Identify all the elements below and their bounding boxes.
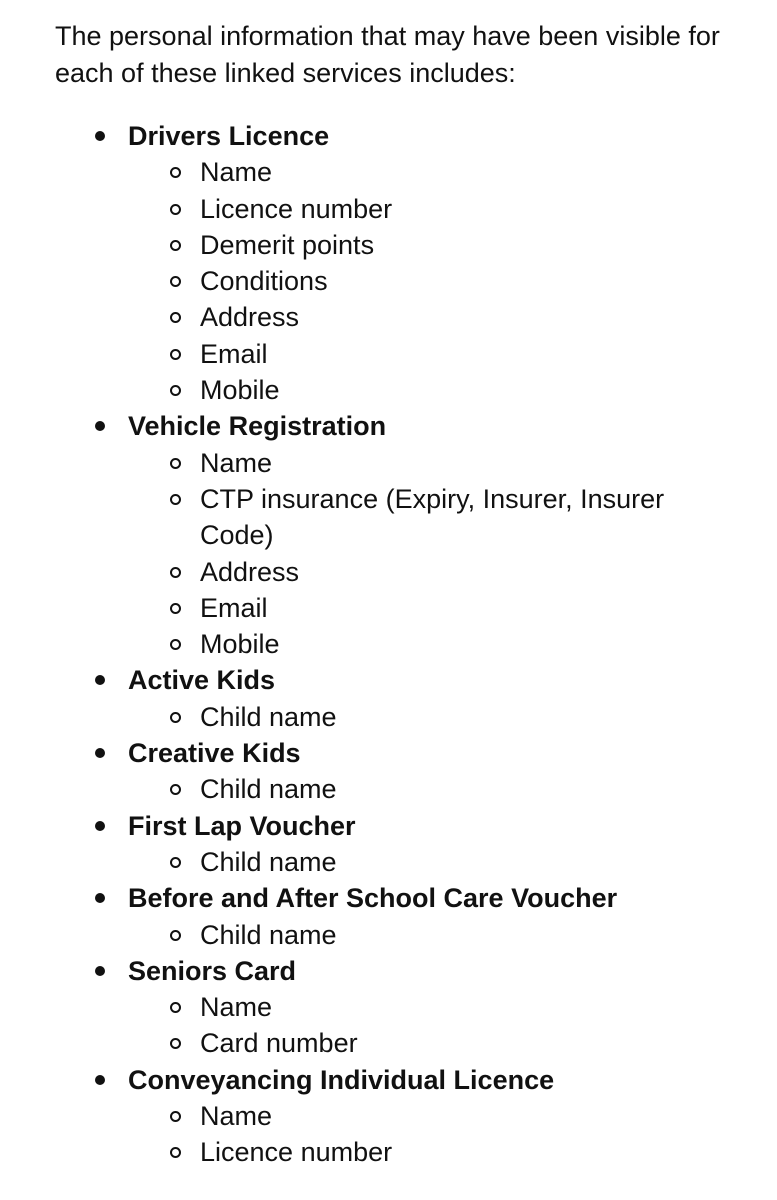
service-name: Before and After School Care Voucher	[128, 883, 618, 914]
field-label: Child name	[200, 919, 337, 950]
field-item	[128, 299, 720, 335]
field-item	[128, 1025, 720, 1061]
field-label: Child name	[200, 774, 337, 805]
service-item	[0, 808, 777, 881]
hollow-bullet-icon	[170, 639, 181, 650]
field-item	[128, 844, 720, 880]
field-label: Mobile	[200, 629, 280, 660]
bullet-icon	[95, 1075, 105, 1085]
hollow-bullet-icon	[170, 930, 181, 941]
hollow-bullet-icon	[170, 603, 181, 614]
service-fields	[128, 699, 777, 735]
field-label: CTP insurance (Expiry, Insurer, Insurer Code)	[200, 483, 665, 551]
service-item	[0, 118, 777, 408]
field-label: Address	[200, 556, 300, 587]
hollow-bullet-icon	[170, 784, 181, 795]
field-item	[128, 771, 720, 807]
field-item	[128, 989, 720, 1025]
service-fields	[128, 917, 777, 953]
bullet-icon	[95, 893, 105, 903]
hollow-bullet-icon	[170, 349, 181, 360]
bullet-icon	[95, 675, 105, 685]
field-item	[128, 481, 720, 554]
field-label: Name	[200, 157, 273, 188]
service-fields	[128, 1098, 777, 1171]
hollow-bullet-icon	[170, 204, 181, 215]
bullet-icon	[95, 421, 105, 431]
field-label: Mobile	[200, 375, 280, 406]
field-label: Licence number	[200, 193, 393, 224]
field-item	[128, 917, 720, 953]
field-item	[128, 263, 720, 299]
hollow-bullet-icon	[170, 1038, 181, 1049]
field-label: Name	[200, 992, 273, 1023]
hollow-bullet-icon	[170, 712, 181, 723]
service-name: Conveyancing Individual Licence	[128, 1064, 555, 1095]
hollow-bullet-icon	[170, 276, 181, 287]
field-label: Demerit points	[200, 229, 375, 260]
service-name: Active Kids	[128, 665, 276, 696]
field-item	[128, 154, 720, 190]
hollow-bullet-icon	[170, 312, 181, 323]
service-name: Creative Kids	[128, 738, 301, 769]
field-item	[128, 554, 720, 590]
hollow-bullet-icon	[170, 567, 181, 578]
field-item	[128, 372, 720, 408]
field-label: Card number	[200, 1028, 358, 1059]
hollow-bullet-icon	[170, 240, 181, 251]
field-item	[128, 699, 720, 735]
service-name: Drivers Licence	[128, 121, 330, 151]
hollow-bullet-icon	[170, 167, 181, 178]
field-label: Address	[200, 302, 300, 333]
services-list	[0, 118, 777, 1171]
field-item	[128, 227, 720, 263]
service-name: First Lap Voucher	[128, 810, 356, 841]
field-label: Conditions	[200, 266, 328, 297]
intro-paragraph: The personal information that may have been visible for each of these linked services includes:	[55, 21, 720, 88]
field-label: Licence number	[200, 1137, 393, 1168]
field-item	[128, 626, 720, 662]
field-item	[128, 445, 720, 481]
service-item	[0, 408, 777, 662]
service-item	[0, 880, 777, 953]
service-name: Seniors Card	[128, 955, 297, 986]
service-fields	[128, 771, 777, 807]
service-fields	[128, 844, 777, 880]
service-item	[0, 953, 777, 1062]
field-item	[128, 1134, 720, 1170]
service-fields	[128, 445, 777, 663]
hollow-bullet-icon	[170, 857, 181, 868]
hollow-bullet-icon	[170, 494, 181, 505]
service-name: Vehicle Registration	[128, 411, 387, 442]
bullet-icon	[95, 966, 105, 976]
field-item	[128, 1098, 720, 1134]
field-label: Child name	[200, 846, 337, 877]
field-label: Child name	[200, 701, 337, 732]
hollow-bullet-icon	[170, 385, 181, 396]
bullet-icon	[95, 748, 105, 758]
service-item	[0, 662, 777, 735]
field-label: Email	[200, 592, 268, 623]
field-label: Email	[200, 338, 268, 369]
service-item	[0, 735, 777, 808]
field-label: Name	[200, 447, 273, 478]
hollow-bullet-icon	[170, 1002, 181, 1013]
hollow-bullet-icon	[170, 1111, 181, 1122]
field-item	[128, 590, 720, 626]
service-item	[0, 1062, 777, 1171]
bullet-icon	[95, 131, 105, 141]
bullet-icon	[95, 821, 105, 831]
hollow-bullet-icon	[170, 1147, 181, 1158]
field-item	[128, 336, 720, 372]
field-label: Name	[200, 1101, 273, 1132]
field-item	[128, 191, 720, 227]
hollow-bullet-icon	[170, 458, 181, 469]
service-fields	[128, 154, 777, 408]
service-fields	[128, 989, 777, 1062]
